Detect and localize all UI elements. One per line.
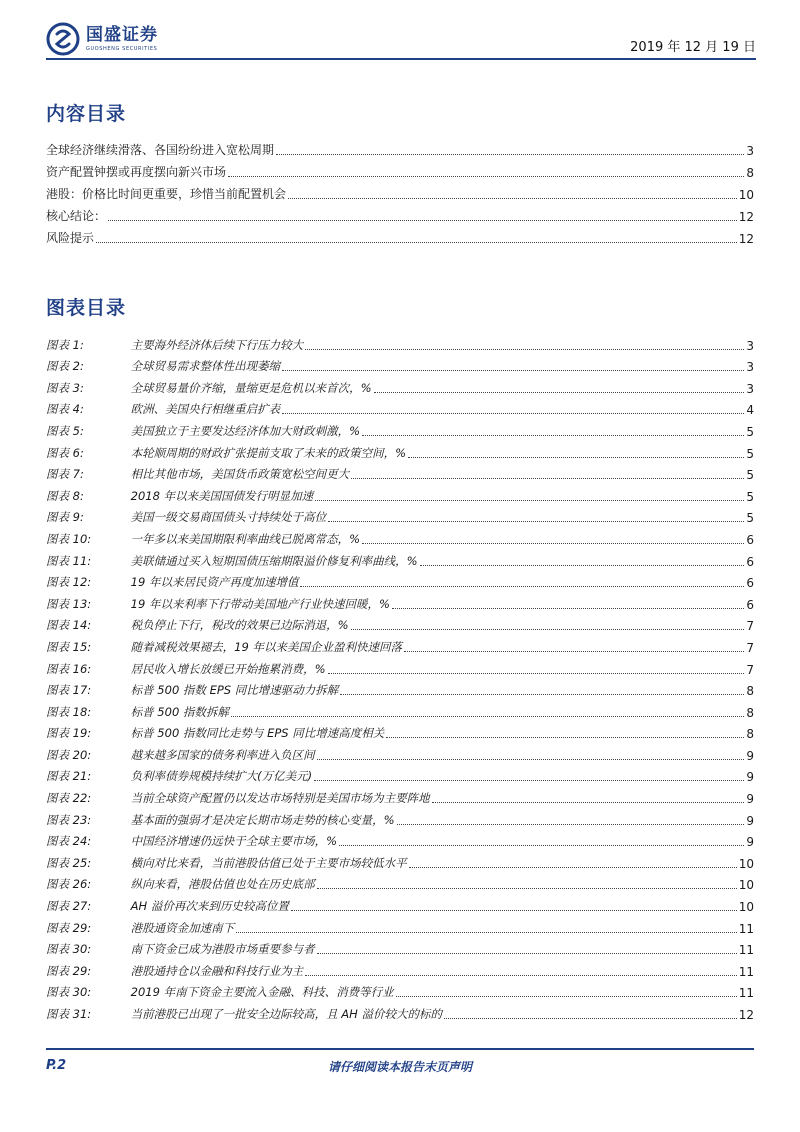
figure-entry[interactable] — [46, 633, 754, 655]
figure-entry-label — [46, 963, 303, 979]
figure-prefix: 图表 — [46, 747, 69, 762]
figure-number: 15: — [72, 639, 92, 654]
contents-entry-title: 全球经济继续滑落、各国纷纷进入宽松周期 — [46, 143, 275, 157]
figure-entry[interactable] — [46, 720, 754, 742]
contents-entry-page: 12 — [738, 210, 754, 224]
figure-entry-title: 当前港股已出现了一批安全边际较高，且 AH 溢价较大的标的 — [130, 1007, 442, 1021]
dot-leader — [374, 391, 745, 393]
figure-entry-title: 2019 年南下资金主要流入金融、科技、消费等行业 — [130, 985, 394, 1000]
dot-leader — [362, 434, 744, 436]
figure-number: 27: — [72, 899, 92, 914]
figure-entry-title: 标普 500 指数拆解 — [130, 704, 229, 719]
dot-leader — [386, 736, 744, 738]
figure-entry[interactable] — [46, 806, 754, 828]
dot-leader — [288, 197, 737, 199]
figure-entry-label — [46, 553, 418, 569]
dot-leader — [231, 715, 744, 717]
figure-entry-page: 3 — [746, 338, 754, 353]
brand-logo — [46, 22, 158, 56]
figure-entry-label — [46, 790, 430, 806]
dot-leader — [351, 628, 745, 630]
figure-entry[interactable] — [46, 439, 754, 461]
header-divider — [46, 58, 756, 60]
figure-number: 24: — [72, 834, 92, 849]
dot-leader — [236, 931, 737, 933]
figure-number: 8: — [72, 488, 84, 503]
figure-number: 7: — [72, 467, 84, 482]
figure-number: 3: — [72, 380, 84, 395]
figure-number: 29: — [72, 920, 92, 935]
figure-entry-title: 美国独立于主要发达经济体加大财政刺激，% — [130, 423, 361, 438]
figure-number: 17: — [72, 683, 92, 698]
figure-entry[interactable] — [46, 482, 754, 504]
figure-entry[interactable] — [46, 612, 754, 634]
contents-entry-page: 8 — [746, 166, 754, 180]
figure-entry[interactable] — [46, 504, 754, 526]
figure-entry[interactable] — [46, 417, 754, 439]
figure-number: 11: — [72, 553, 92, 568]
figure-entry-page: 9 — [746, 835, 754, 850]
figure-prefix: 图表 — [46, 704, 69, 719]
figure-prefix: 图表 — [46, 812, 69, 827]
dot-leader — [362, 542, 744, 544]
dot-leader — [317, 758, 745, 760]
figure-entry-page: 7 — [746, 662, 754, 677]
figure-number: 16: — [72, 661, 92, 676]
figure-entry[interactable] — [46, 677, 754, 699]
figure-entry[interactable] — [46, 353, 754, 375]
figure-entry-title: 越来越多国家的债务利率进入负区间 — [130, 747, 315, 762]
figure-entry-title: 随着减税效果褪去，19 年以来美国企业盈利快速回落 — [130, 639, 402, 654]
contents-entry[interactable] — [46, 202, 754, 224]
figure-number: 23: — [72, 812, 92, 827]
figure-entry-label — [46, 682, 338, 698]
figure-prefix: 图表 — [46, 575, 69, 590]
figure-prefix: 图表 — [46, 877, 69, 892]
dot-leader — [314, 779, 744, 781]
figure-entry[interactable] — [46, 698, 754, 720]
figure-entry-label — [46, 423, 360, 439]
figure-entry-label — [46, 617, 349, 633]
figure-prefix: 图表 — [46, 942, 69, 957]
figure-entry-page: 10 — [738, 856, 754, 871]
figure-entry-title: 一年多以来美国期限利率曲线已脱离常态，% — [130, 531, 361, 546]
figure-entry-page: 7 — [746, 619, 754, 634]
figure-entry-label — [46, 855, 407, 871]
figure-entry-title: 全球贸易需求整体性出现萎缩 — [130, 359, 281, 374]
brand-name-cn: 国盛证券 — [86, 25, 158, 45]
dot-leader — [409, 866, 737, 868]
dot-leader — [432, 801, 745, 803]
figure-entry-label — [46, 941, 315, 957]
figure-prefix: 图表 — [46, 445, 69, 460]
report-date: 2019 年 12 月 19 日 — [630, 40, 756, 55]
dot-leader — [404, 650, 744, 652]
dot-leader — [317, 952, 737, 954]
figure-prefix: 图表 — [46, 769, 69, 784]
page-header — [46, 22, 756, 62]
figure-entry-page: 9 — [746, 813, 754, 828]
figure-entry[interactable] — [46, 590, 754, 612]
figure-entry-title: 欧洲、美国央行相继重启扩表 — [130, 402, 281, 417]
figure-entry-label — [46, 812, 395, 828]
figure-number: 21: — [72, 769, 92, 784]
figure-entry-label — [46, 984, 394, 1000]
figure-entry-page: 11 — [738, 986, 754, 1001]
contents-entry-title: 风险提示 — [46, 231, 95, 245]
contents-list — [46, 136, 754, 246]
figure-entry-page: 5 — [746, 446, 754, 461]
figure-entry[interactable] — [46, 914, 754, 936]
figure-entry-label — [46, 509, 326, 525]
figure-entry[interactable] — [46, 979, 754, 1001]
figure-prefix: 图表 — [46, 899, 69, 914]
footer-divider — [46, 1048, 754, 1050]
figure-entry-page: 3 — [746, 360, 754, 375]
figure-prefix: 图表 — [46, 834, 69, 849]
dot-leader — [420, 564, 745, 566]
figure-prefix: 图表 — [46, 726, 69, 741]
figure-number: 31: — [72, 1007, 92, 1021]
figure-prefix: 图表 — [46, 661, 69, 676]
figure-entry-page: 9 — [746, 792, 754, 807]
contents-entry[interactable] — [46, 158, 754, 180]
figure-entry[interactable] — [46, 871, 754, 893]
figure-entry[interactable] — [46, 957, 754, 979]
figure-entry-label — [46, 833, 337, 849]
dot-leader — [408, 456, 744, 458]
dot-leader — [397, 823, 745, 825]
dot-leader — [340, 693, 744, 695]
figure-entry-label — [46, 596, 390, 612]
figure-entry-label — [46, 725, 384, 741]
contents-entry-page: 10 — [738, 188, 754, 202]
figure-entry[interactable] — [46, 849, 754, 871]
figure-entry[interactable] — [46, 741, 754, 763]
figure-entry-page: 4 — [746, 403, 754, 418]
dot-leader — [317, 887, 737, 889]
figure-prefix: 图表 — [46, 337, 69, 352]
figure-entry[interactable] — [46, 525, 754, 547]
figure-entry-title: 19 年以来利率下行带动美国地产行业快速回暖，% — [130, 596, 390, 611]
figures-title: 图表目录 — [46, 297, 127, 319]
figure-entry-label — [46, 898, 289, 914]
figure-prefix: 图表 — [46, 467, 69, 482]
contents-title: 内容目录 — [46, 103, 127, 125]
figure-prefix: 图表 — [46, 402, 69, 417]
figure-entry-title: 税负停止下行，税改的效果已边际消退，% — [130, 618, 349, 633]
figure-number: 5: — [72, 423, 84, 438]
figure-entry-label — [46, 747, 315, 763]
figure-entry-label — [46, 768, 312, 784]
figure-entry[interactable] — [46, 374, 754, 396]
contents-entry-page: 3 — [746, 144, 754, 158]
figure-prefix: 图表 — [46, 855, 69, 870]
figure-entry-label — [46, 466, 349, 482]
figure-entry-page: 11 — [738, 943, 754, 958]
dot-leader — [392, 607, 744, 609]
contents-entry-page: 12 — [738, 232, 754, 246]
figure-entry[interactable] — [46, 396, 754, 418]
figure-entry-title: 纵向来看，港股估值也处在历史底部 — [130, 877, 315, 892]
figure-entry-title: 相比其他市场，美国货币政策宽松空间更大 — [130, 467, 350, 482]
figure-entry-label — [46, 574, 298, 590]
dot-leader — [305, 974, 737, 976]
dot-leader — [300, 585, 744, 587]
figure-entry-title: 19 年以来居民资产再度加速增值 — [130, 575, 299, 590]
figure-prefix: 图表 — [46, 639, 69, 654]
page-number: P.2 — [46, 1058, 67, 1073]
figure-entry-label — [46, 337, 303, 353]
dot-leader — [96, 241, 737, 243]
page-footer — [46, 1048, 754, 1074]
figure-entry-page: 10 — [738, 900, 754, 915]
dot-leader — [276, 153, 744, 155]
figure-entry[interactable] — [46, 763, 754, 785]
figure-entry-label — [46, 1006, 442, 1022]
figure-prefix: 图表 — [46, 1007, 69, 1021]
figure-entry-title: 港股通持仓以金融和科技行业为主 — [130, 963, 304, 978]
figure-entry-title: 2018 年以来美国国债发行明显加速 — [130, 488, 314, 503]
figure-entry-label — [46, 876, 315, 892]
figure-entry-title: 当前全球资产配置仍以发达市场特别是美国市场为主要阵地 — [130, 791, 430, 806]
figure-prefix: 图表 — [46, 963, 69, 978]
figure-entry-page: 9 — [746, 770, 754, 785]
figure-prefix: 图表 — [46, 380, 69, 395]
figure-number: 30: — [72, 942, 92, 957]
figure-entry[interactable] — [46, 569, 754, 591]
figure-entry-page: 5 — [746, 468, 754, 483]
figure-entry-title: 中国经济增速仍远快于全球主要市场，% — [130, 834, 338, 849]
dot-leader — [305, 348, 744, 350]
figure-prefix: 图表 — [46, 791, 69, 806]
figure-entry-label — [46, 445, 406, 461]
figure-entry-title: 美联储通过买入短期国债压缩期限溢价修复利率曲线，% — [130, 553, 418, 568]
figure-entry-page: 8 — [746, 727, 754, 742]
dot-leader — [328, 672, 745, 674]
figure-entry[interactable] — [46, 1000, 754, 1022]
figure-entry-title: 居民收入增长放缓已开始拖累消费，% — [130, 661, 326, 676]
figure-entry-label — [46, 704, 229, 720]
figure-entry-label — [46, 401, 280, 417]
figure-entry-title: 基本面的强弱才是决定长期市场走势的核心变量，% — [130, 812, 395, 827]
figure-number: 2: — [72, 359, 84, 374]
contents-entry[interactable] — [46, 180, 754, 202]
figure-number: 12: — [72, 575, 92, 590]
figure-entry[interactable] — [46, 461, 754, 483]
figure-prefix: 图表 — [46, 553, 69, 568]
disclaimer-note: 请仔细阅读本报告末页声明 — [327, 1060, 472, 1074]
contents-entry-title: 港股：价格比时间更重要，珍惜当前配置机会 — [46, 187, 287, 201]
figure-entry-label — [46, 488, 313, 504]
dot-leader — [282, 369, 744, 371]
figure-number: 25: — [72, 855, 92, 870]
dot-leader — [282, 412, 744, 414]
figure-number: 6: — [72, 445, 84, 460]
figure-prefix: 图表 — [46, 423, 69, 438]
figure-entry-title: AH 溢价再次来到历史较高位置 — [130, 899, 289, 914]
brand-name-en: GUOSHENG SECURITIES — [86, 46, 158, 52]
figure-number: 20: — [72, 747, 92, 762]
figure-entry-page: 5 — [746, 489, 754, 504]
figure-entry-page: 8 — [746, 684, 754, 699]
figure-number: 18: — [72, 704, 92, 719]
figure-prefix: 图表 — [46, 531, 69, 546]
figure-entry-page: 9 — [746, 748, 754, 763]
figure-entry-page: 6 — [746, 532, 754, 547]
dot-leader — [228, 175, 744, 177]
figure-entry[interactable] — [46, 828, 754, 850]
figure-prefix: 图表 — [46, 359, 69, 374]
figure-prefix: 图表 — [46, 596, 69, 611]
figure-number: 4: — [72, 402, 84, 417]
figure-entry-page: 10 — [738, 878, 754, 893]
figure-entry-title: 标普 500 指数 EPS 同比增速驱动力拆解 — [130, 683, 339, 698]
figure-number: 30: — [72, 985, 92, 1000]
figure-entry-page: 6 — [746, 576, 754, 591]
contents-entry[interactable] — [46, 224, 754, 246]
figure-entry-page: 11 — [738, 964, 754, 979]
figure-entry[interactable] — [46, 892, 754, 914]
dot-leader — [291, 909, 737, 911]
figure-number: 26: — [72, 877, 92, 892]
figure-entry-page: 5 — [746, 424, 754, 439]
figure-entry-title: 美国一级交易商国债头寸持续处于高位 — [130, 510, 327, 525]
dot-leader — [351, 477, 744, 479]
figure-prefix: 图表 — [46, 618, 69, 633]
figure-entry[interactable] — [46, 655, 754, 677]
figure-number: 14: — [72, 618, 92, 633]
figure-entry-label — [46, 920, 234, 936]
figure-entry-title: 标普 500 指数同比走势与 EPS 同比增速高度相关 — [130, 726, 385, 741]
contents-entry[interactable] — [46, 136, 754, 158]
dot-leader — [396, 995, 737, 997]
figure-number: 22: — [72, 791, 92, 806]
figure-number: 29: — [72, 963, 92, 978]
figure-entry-label — [46, 380, 372, 396]
figure-entry-label — [46, 531, 360, 547]
figure-number: 9: — [72, 510, 84, 525]
figure-number: 13: — [72, 596, 92, 611]
figure-prefix: 图表 — [46, 985, 69, 1000]
figure-number: 19: — [72, 726, 92, 741]
figure-prefix: 图表 — [46, 683, 69, 698]
figure-prefix: 图表 — [46, 510, 69, 525]
dot-leader — [108, 219, 737, 221]
figure-entry-page: 3 — [746, 381, 754, 396]
contents-entry-title: 资产配置钟摆或再度摆向新兴市场 — [46, 165, 227, 179]
figure-entry-page: 7 — [746, 640, 754, 655]
dot-leader — [339, 844, 744, 846]
figure-entry[interactable] — [46, 784, 754, 806]
figure-entry-label — [46, 661, 326, 677]
figure-entry-page: 6 — [746, 597, 754, 612]
figure-prefix: 图表 — [46, 488, 69, 503]
guosheng-logo-icon — [46, 22, 80, 56]
figure-entry-page: 8 — [746, 705, 754, 720]
figure-entry-title: 横向对比来看，当前港股估值已处于主要市场较低水平 — [130, 855, 407, 870]
figure-entry[interactable] — [46, 331, 754, 353]
figure-entry[interactable] — [46, 936, 754, 958]
dot-leader — [328, 520, 744, 522]
figure-prefix: 图表 — [46, 920, 69, 935]
figure-entry-label — [46, 358, 280, 374]
dot-leader — [444, 1017, 737, 1019]
figure-entry-title: 主要海外经济体后续下行压力较大 — [130, 337, 304, 352]
figure-entry-page: 12 — [738, 1008, 754, 1022]
dot-leader — [315, 499, 744, 501]
figure-number: 1: — [72, 337, 84, 352]
figure-entry-title: 港股通资金加速南下 — [130, 920, 235, 935]
figure-entry-page: 5 — [746, 511, 754, 526]
figure-entry-title: 南下资金已成为港股市场重要参与者 — [130, 942, 315, 957]
figure-entry-title: 本轮顺周期的财政扩张提前支取了未来的政策空间，% — [130, 445, 407, 460]
figure-entry-page: 6 — [746, 554, 754, 569]
figure-number: 10: — [72, 531, 92, 546]
contents-entry-title: 核心结论： — [46, 209, 107, 223]
figures-list — [46, 331, 754, 1022]
figure-entry-title: 全球贸易量价齐缩，量缩更是危机以来首次，% — [130, 380, 372, 395]
figure-entry-page: 11 — [738, 921, 754, 936]
figure-entry[interactable] — [46, 547, 754, 569]
figure-entry-label — [46, 639, 402, 655]
figure-entry-title: 负利率债券规模持续扩大(万亿美元) — [130, 769, 313, 784]
